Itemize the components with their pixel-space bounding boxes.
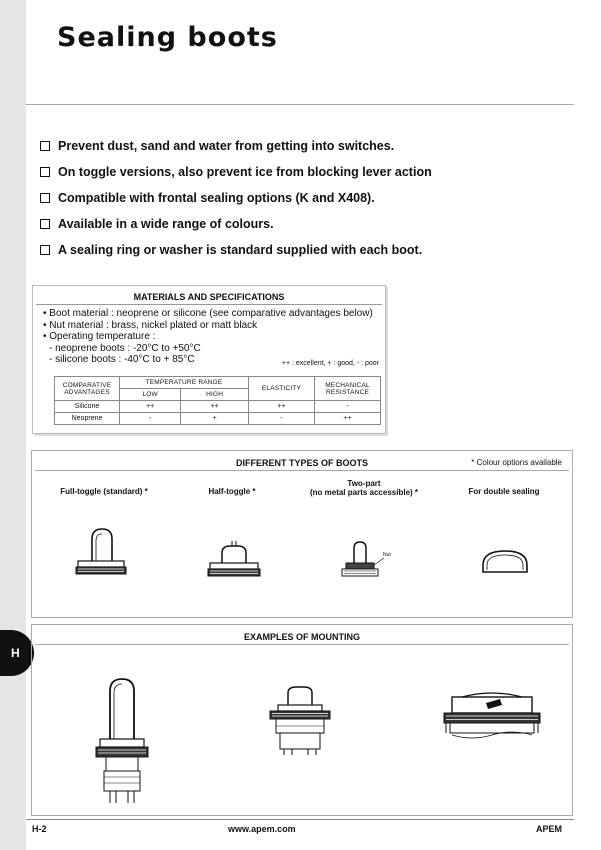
boot-label-line: Two-part (347, 479, 381, 488)
page-number: H-2 (32, 824, 47, 834)
boot-label-half-toggle: Half-toggle * (208, 487, 256, 496)
mounting-example-half-toggle (268, 683, 332, 757)
header-comparative-line: COMPARATIVE (62, 381, 112, 389)
boot-types-title: DIFFERENT TYPES OF BOOTS (235, 458, 368, 468)
footer-url: www.apem.com (228, 824, 296, 834)
header-temp-range: TEMPERATURE RANGE (120, 377, 249, 389)
cell-material: Silicone (55, 401, 120, 413)
section-tab (0, 630, 34, 676)
boot-types-panel (31, 450, 573, 618)
rating-legend: ++ : excellent, + : good, - : poor (281, 360, 379, 367)
feature-text: Available in a wide range of colours. (58, 217, 274, 231)
cell-low: ++ (120, 401, 181, 413)
cell-high: ++ (181, 401, 249, 413)
mounting-panel (31, 624, 573, 816)
header-mechanical-line: RESISTANCE (325, 388, 370, 396)
checkbox-square-icon (40, 193, 50, 203)
page-title: Sealing boots (57, 22, 278, 53)
table-row (55, 413, 381, 425)
table-row (55, 401, 381, 413)
boot-label-full-toggle: Full-toggle (standard) * (60, 487, 148, 496)
checkbox-square-icon (40, 245, 50, 255)
header-elasticity: ELASTICITY (249, 377, 315, 401)
header-low: LOW (120, 389, 181, 401)
feature-text: On toggle versions, also prevent ice from blocking lever action (58, 165, 432, 179)
materials-title: MATERIALS AND SPECIFICATIONS (133, 292, 285, 302)
spec-line: - neoprene boots : -20°C to +50°C (49, 342, 201, 354)
cell-elasticity: - (249, 413, 315, 425)
feature-item (40, 211, 432, 237)
mounting-divider (35, 644, 569, 645)
spec-line: • Operating temperature : (43, 331, 156, 342)
cell-material: Neoprene (55, 413, 120, 425)
feature-text: A sealing ring or washer is standard supplied with each boot. (58, 243, 423, 257)
mounting-title: EXAMPLES OF MOUNTING (243, 632, 360, 642)
header-mechanical (315, 377, 381, 401)
cell-high: + (181, 413, 249, 425)
cell-elasticity: ++ (249, 401, 315, 413)
full-toggle-boot-drawing (70, 525, 132, 581)
nut-callout: Nut (383, 552, 391, 558)
comparison-table (54, 376, 381, 425)
header-comparative-line: ADVANTAGES (64, 388, 110, 396)
cell-mechanical: ++ (315, 413, 381, 425)
spec-line: • Boot material : neoprene or silicone (see comparative advantages below) (43, 308, 373, 319)
side-strip (0, 0, 26, 850)
feature-item (40, 133, 432, 159)
header-high: HIGH (181, 389, 249, 401)
materials-panel (32, 285, 386, 434)
two-part-boot-drawing (336, 539, 414, 583)
materials-spec-list (43, 308, 373, 366)
mounting-example-double-sealing (442, 689, 542, 749)
cell-mechanical: - (315, 401, 381, 413)
title-divider (26, 104, 574, 105)
double-sealing-boot-drawing (480, 547, 530, 577)
checkbox-square-icon (40, 219, 50, 229)
feature-text: Prevent dust, sand and water from getting into switches. (58, 139, 395, 153)
boot-label-double-sealing: For double sealing (468, 487, 540, 496)
spec-line: - silicone boots : -40°C to + 85°C (49, 354, 195, 365)
materials-divider (36, 304, 382, 305)
half-toggle-boot-drawing (204, 541, 264, 581)
boot-label-line: (no metal parts accessible) * (309, 488, 419, 497)
checkbox-square-icon (40, 141, 50, 151)
cell-low: - (120, 413, 181, 425)
feature-item (40, 185, 432, 211)
feature-item (40, 159, 432, 185)
feature-item (40, 237, 432, 263)
header-mechanical-line: MECHANICAL (325, 381, 370, 389)
section-tab-letter: H (11, 646, 20, 660)
mounting-example-full-toggle (92, 675, 152, 805)
footer-brand: APEM (536, 824, 563, 834)
checkbox-square-icon (40, 167, 50, 177)
feature-text: Compatible with frontal sealing options (K and X408). (58, 191, 375, 205)
footer-divider (26, 819, 574, 820)
boot-types-divider (35, 470, 569, 471)
boot-label-two-part (294, 479, 434, 497)
spec-line: • Nut material : brass, nickel plated or matt black (43, 319, 258, 331)
colour-options-note: * Colour options available (471, 458, 562, 467)
feature-list (40, 133, 432, 263)
header-comparative (55, 377, 120, 401)
